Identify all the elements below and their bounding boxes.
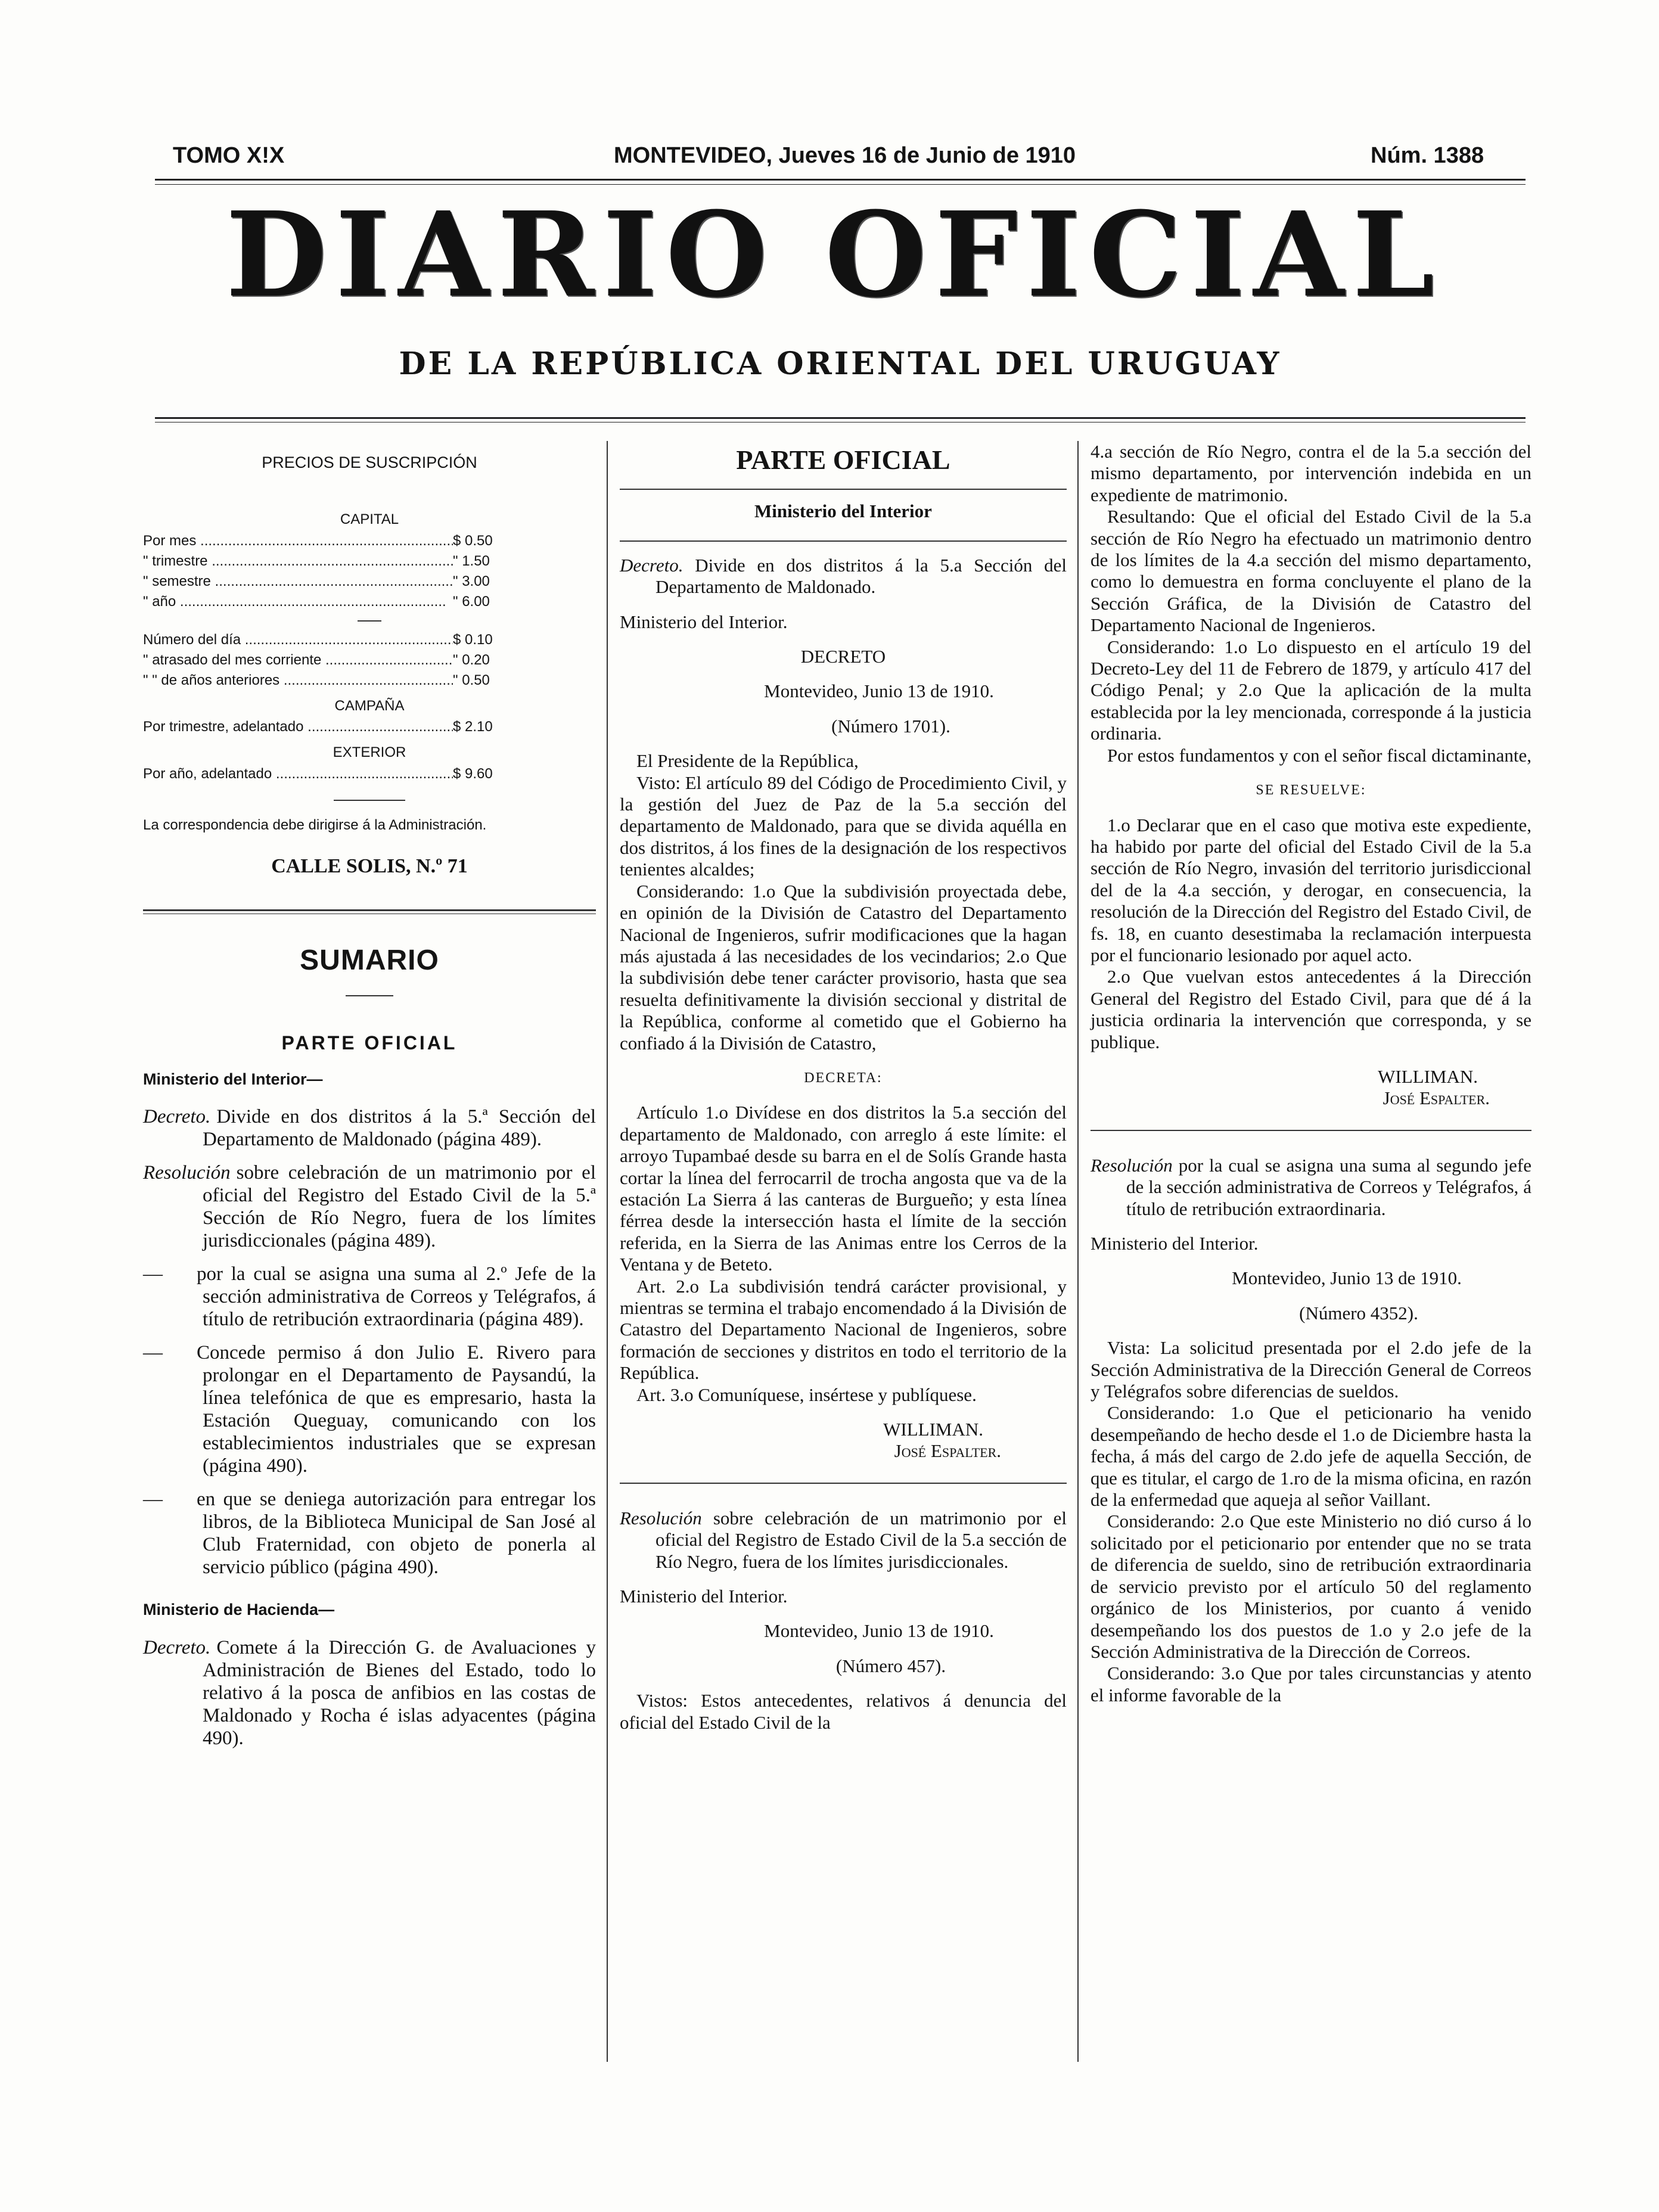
ministry-line: Ministerio del Interior.: [620, 1586, 788, 1607]
top-rule-thin: [155, 184, 1526, 185]
resolution-date: Montevideo, Junio 13 de 1910.: [1232, 1267, 1462, 1289]
sumario-parte: PARTE OFICIAL: [281, 1032, 458, 1054]
price-row: Por trimestre, adelantado ..... $ 2.10: [143, 717, 596, 737]
paragraph: Considerando: 3.o Que por tales circunstancias y atento el informe favorable de la: [1091, 1663, 1531, 1705]
divider: [1091, 1130, 1531, 1131]
campana-label: CAMPAÑA: [334, 697, 405, 714]
paragraph: Considerando: 1.o Que el peticionario ha venido desempeñando de hecho desde el 1.o de Diciembre hasta la fecha, á más del cargo de 2.do jefe de aquella Sección, de que es titular, el cargo de 1.ro de la misma oficina, en razón de la enfermedad que aqueja al señor Vaillant.: [1091, 1402, 1531, 1511]
masthead-rule: [155, 417, 1526, 419]
newspaper-title: DIARIO OFICIAL: [225, 187, 1443, 324]
paragraph: Considerando: 1.o Que la subdivisión proyectada debe, en opinión de la División de Catastro del Departamento Nacional de Ingenieros, sufrir modificaciones que la hagan más ajustada á las necesidades de los vecindarios; 2.o Que la subdivisión debe tener carácter provisorio, hasta que sea resuelta definitivamente la división seccional y distrital de la República, conforme al cometido que el Gobierno ha confiado á la División de Catastro,: [620, 880, 1067, 1054]
issue-prices: [143, 630, 596, 691]
decree-number: (Número 1701).: [831, 715, 950, 737]
divider: [620, 1483, 1067, 1484]
column-middle: [620, 441, 1067, 1733]
paragraph: El Presidente de la República,: [636, 750, 859, 772]
resolution-number: (Número 457).: [835, 1655, 946, 1676]
divider: [358, 620, 381, 622]
capital-prices: [143, 531, 596, 612]
decreta-label: DECRETA:: [804, 1070, 883, 1086]
decree-summary: Decreto. Divide en dos distritos á la 5.a Sección del Departamento de Maldonado.: [620, 554, 1067, 598]
ministry-heading: Ministerio del Interior: [754, 501, 932, 522]
article: Artículo 1.o Divídese en dos distritos la 5.a sección del departamento de Maldonado, con arreglo á este límite: el arroyo Tupambaé desde su barra en el de Solís Grande hasta cortar la línea del ferrocarril de trocha angosta que va de la estación La Sierra á las canteras de Burgueño; y esta línea férrea desde la intersección hasta el límite de la sección referida, en la Sierra de las Animas entre los Cerros de la Ventana y de Beteto.: [620, 1102, 1067, 1275]
paragraph: Vistos: Estos antecedentes, relativos á denuncia del oficial del Estado Civil de la: [620, 1690, 1067, 1733]
divider: [346, 995, 393, 996]
resolution-summary: Resolución por la cual se asigna una suma al segundo jefe de la sección administrativa de Correos y Telégrafos, á título de retribución extraordinaria.: [1091, 1154, 1532, 1219]
sumario-item: Decreto. Divide en dos distritos á la 5.ª Sección del Departamento de Maldonado (página 489).: [143, 1106, 596, 1151]
paragraph: Resultando: Que el oficial del Estado Civil de la 5.a sección de Río Negro ha efectuado un matrimonio dentro de los límites de la 4.a sección del mismo departamento, como lo demuestra en forma concluyente el plano de la Sección Gráfica, de la División de Catastro del Departamento Nacional de Ingenieros.: [1091, 506, 1531, 636]
article: Art. 3.o Comuníquese, insértese y publíquese.: [636, 1384, 977, 1405]
parte-oficial-heading: PARTE OFICIAL: [736, 445, 950, 475]
column-divider-1: [607, 441, 608, 2062]
decree-date: Montevideo, Junio 13 de 1910.: [764, 681, 994, 702]
correspondence-note: La correspondencia debe dirigirse á la Administración.: [143, 816, 487, 833]
paragraph: 2.o Que vuelvan estos antecedentes á la Dirección General del Registro del Estado Civil, para que dé á la justicia ordinaria la intervención que corresponda, y se publique.: [1091, 966, 1531, 1052]
price-row: " trimestre ..... " 1.50: [143, 551, 596, 571]
capital-label: CAPITAL: [340, 511, 399, 528]
paragraph: Vista: La solicitud presentada por el 2.do jefe de la Sección Administrativa de la Dirección General de Correos y Telégrafos sobre diferencias de sueldos.: [1091, 1337, 1531, 1402]
price-row: Por año, adelantado ..... $ 9.60: [143, 764, 596, 784]
column-right: [1091, 441, 1531, 1706]
sumario-heading: SUMARIO: [300, 945, 439, 977]
resolution-date: Montevideo, Junio 13 de 1910.: [764, 1620, 994, 1642]
price-row: Por mes ..... $ 0.50: [143, 531, 596, 551]
divider: [334, 800, 405, 801]
price-row: " semestre ..... " 3.00: [143, 571, 596, 592]
ministry-line: Ministerio del Interior.: [1091, 1233, 1259, 1254]
paragraph: Considerando: 1.o Lo dispuesto en el artículo 19 del Decreto-Ley del 11 de Febrero de 1879, y artículo 417 del Código Penal; y 2.o Que la aplicación de la multa establecida por la ley mencionada, corresponde á la justicia ordinaria.: [1091, 636, 1531, 744]
signature-minister: José Espalter.: [1382, 1088, 1490, 1109]
sumario-item: — en que se deniega autorización para entregar los libros, de la Biblioteca Municipal de San José al Club Fraternidad, con objeto de ponerla al servicio público (página 490).: [143, 1489, 596, 1579]
sumario-ministry-interior: Ministerio del Interior—: [143, 1070, 323, 1088]
signature-minister: José Espalter.: [894, 1440, 1001, 1462]
column-divider-2: [1077, 441, 1079, 2062]
sumario-item: Decreto. Comete á la Dirección G. de Avaluaciones y Administración de Bienes del Estado, todo lo relativo á la posca de anfibios en las costas de Maldonado y Rocha é islas adyacentes (página 490).: [143, 1636, 596, 1749]
article: Art. 2.o La subdivisión tendrá carácter provisional, y mientras se termina el trabajo encomendado á la División de Catastro del Departamento Nacional de Ingenieros, sobre formación de secciones y distritos en todo el territorio de la República.: [620, 1275, 1067, 1384]
paragraph: 4.a sección de Río Negro, contra el de la 5.a sección del mismo departamento, por intervención indebida en un expediente de matrimonio.: [1091, 441, 1531, 505]
price-row: " año ..... " 6.00: [143, 592, 596, 612]
signature-president: WILLIMAN.: [883, 1419, 983, 1440]
decree-label: DECRETO: [800, 646, 886, 667]
divider: [620, 540, 1067, 542]
divider: [620, 489, 1067, 490]
paragraph: Por estos fundamentos y con el señor fiscal dictaminante,: [1107, 744, 1531, 766]
resolution-number: (Número 4352).: [1299, 1302, 1418, 1324]
paragraph: Considerando: 2.o Que este Ministerio no dió curso á lo solicitado por el peticionario por entender que no se trata de diferencia de sueldo, sino de retribución extraordinaria de servicio previsto por el artículo 50 del reglamento orgánico de los Ministerios, por cuanto á venido desempeñando los dos puestos de 1.o y 2.o jefe de la Sección Administrativa de la Dirección de Correos.: [1091, 1511, 1531, 1662]
subscription-heading: PRECIOS DE SUSCRIPCIÓN: [262, 453, 477, 471]
top-rule: [155, 179, 1526, 181]
se-resuelve-label: SE RESUELVE:: [1256, 782, 1366, 799]
sumario-item: — por la cual se asigna una suma al 2.º Jefe de la sección administrativa de Correos y Telégrafos, á título de retribución extraordinaria (página 489).: [143, 1263, 596, 1331]
signature-president: WILLIMAN.: [1378, 1065, 1478, 1087]
exterior-label: EXTERIOR: [333, 744, 406, 761]
ministry-line: Ministerio del Interior.: [620, 611, 788, 632]
issue-date: MONTEVIDEO, Jueves 16 de Junio de 1910: [614, 143, 1076, 168]
price-row: " " de años anteriores ..... " 0.50: [143, 670, 596, 691]
price-row: Número del día ..... $ 0.10: [143, 630, 596, 650]
paragraph: Visto: El artículo 89 del Código de Procedimiento Civil, y la gestión del Juez de Paz de la 5.a sección del departamento de Maldonado, para que se divida aquélla en dos distritos, á los fines de la designación de los respectivos tenientes alcaldes;: [620, 772, 1067, 880]
price-row: " atrasado del mes corriente ..... " 0.20: [143, 650, 596, 670]
newspaper-subtitle: DE LA REPÚBLICA ORIENTAL DEL URUGUAY: [399, 346, 1282, 382]
sumario-item: — Concede permiso á don Julio E. Rivero para prolongar en el Departamento de Paysandú, la línea telefónica de que es empresario, hasta la Estación Queguay, comunicando con los establecimientos industriales que se expresan (página 490).: [143, 1342, 596, 1477]
issue-number: Núm. 1388: [1371, 143, 1484, 168]
resolution-summary: Resolución sobre celebración de un matrimonio por el oficial del Registro de Estado Civil de la 5.a sección de Río Negro, fuera de los límites jurisdiccionales.: [620, 1507, 1067, 1572]
sumario-ministry-hacienda: Ministerio de Hacienda—: [143, 1601, 335, 1619]
section-rule: [143, 909, 596, 911]
paragraph: 1.o Declarar que en el caso que motiva este expediente, ha habido por parte del oficial del Estado Civil de la 5.a sección de Río Negro, invasión del territorio jurisdiccional del de la 4.a sección, y derogar, en consecuencia, la resolución de la Dirección del Registro del Estado Civil, de fs. 18, en cuanto desestimaba la reclamación interpuesta por el funcionario lesionado por aquel acto.: [1091, 814, 1531, 965]
volume-label: TOMO X!X: [173, 143, 285, 168]
address: CALLE SOLIS, N.º 71: [271, 855, 468, 877]
column-left: [143, 441, 596, 1760]
sumario-item: Resolución sobre celebración de un matrimonio por el oficial del Registro del Estado Civil de la 5.ª Sección de Río Negro, fuera de los límites jurisdiccionales (página 489).: [143, 1162, 596, 1252]
